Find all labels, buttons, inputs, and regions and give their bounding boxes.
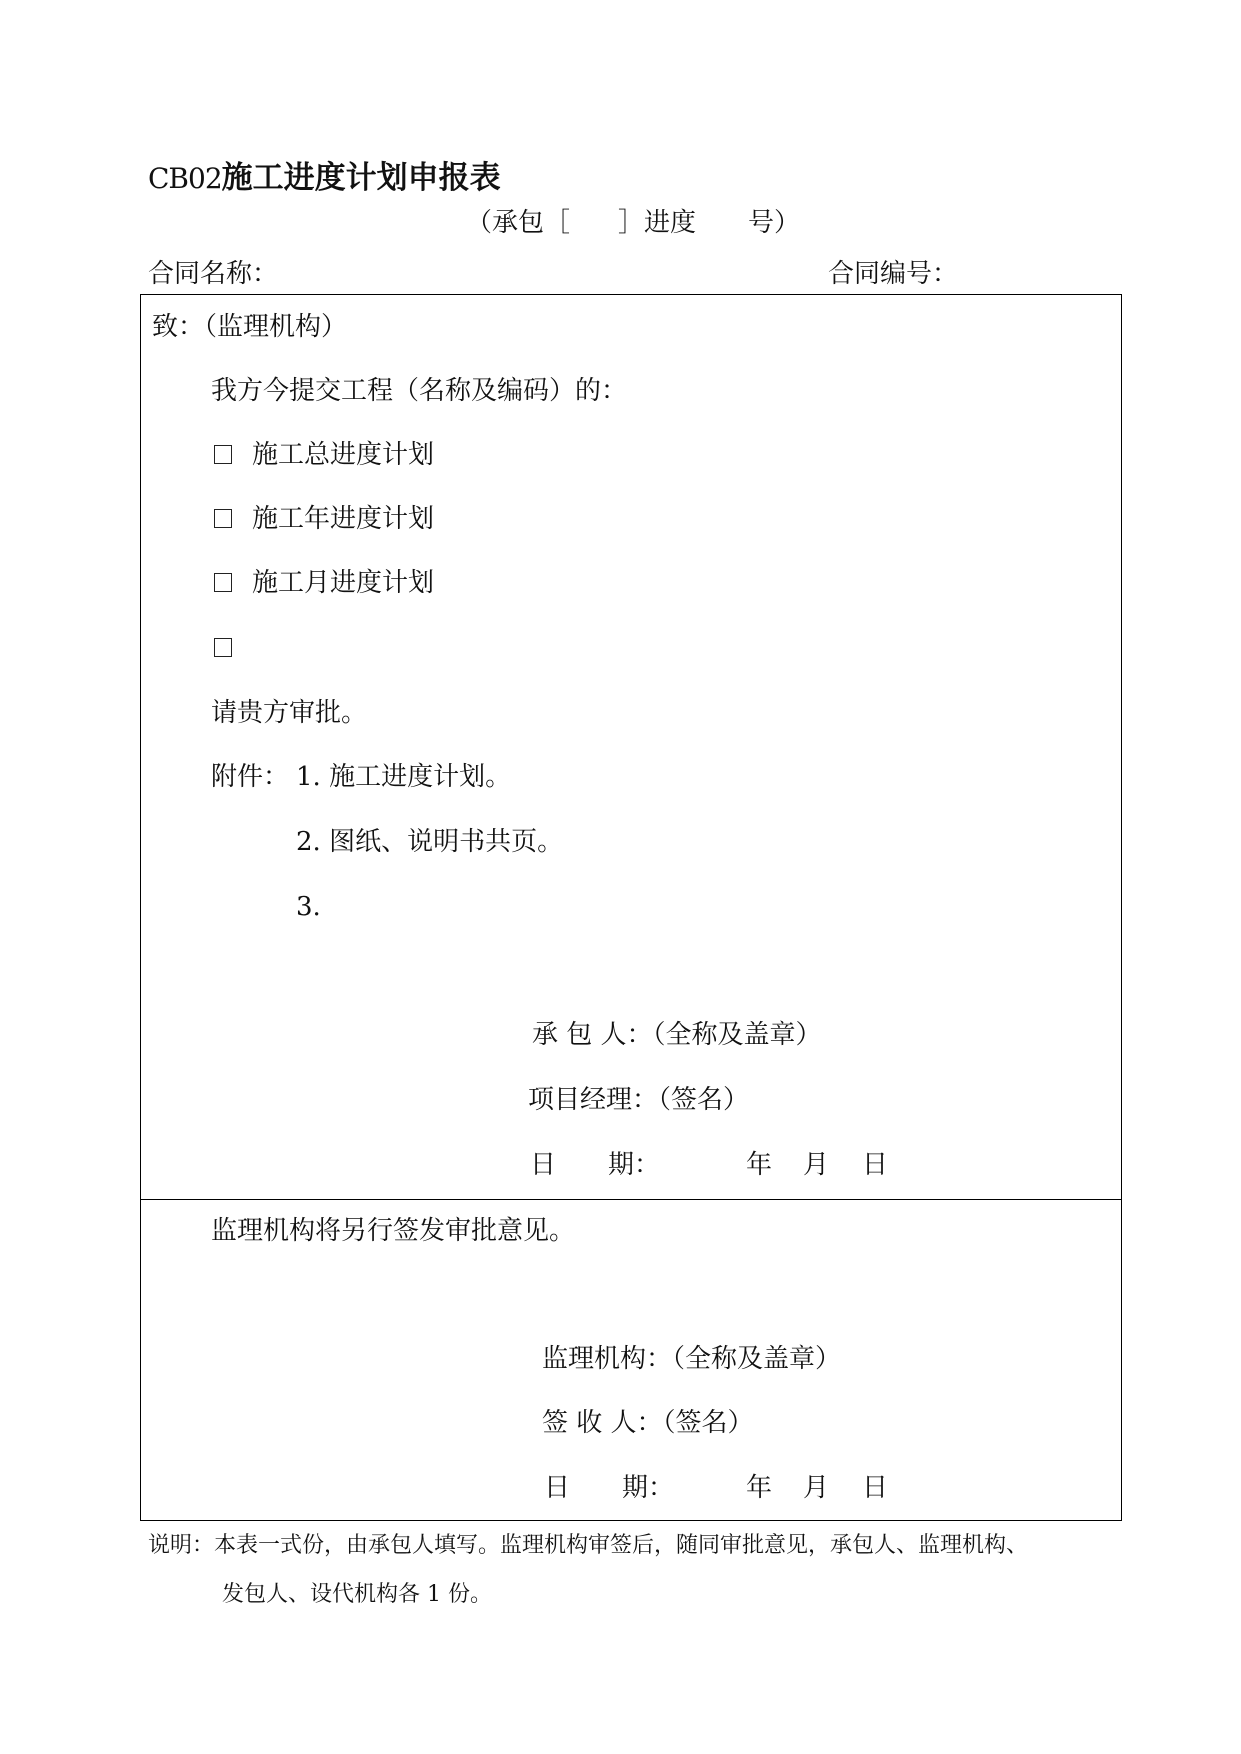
submission-section (140, 294, 1122, 1200)
contractor-signature-label: 承 包 人：（全称及盖章） (532, 1020, 822, 1050)
form-subtitle-right: 号） (748, 208, 801, 238)
attachment-item-1: 1. 施工进度计划。 (296, 762, 512, 792)
supervision-date-label: 日 期： (544, 1473, 675, 1503)
submission-date-label: 日 期： (530, 1150, 661, 1180)
addressee: 致：（监理机构） (152, 312, 348, 342)
option-label-monthly: 施工月进度计划 (252, 568, 435, 598)
supervision-date-day: 日 (862, 1473, 889, 1503)
supervision-org-label: 监理机构：（全称及盖章） (542, 1344, 842, 1374)
option-label-overall: 施工总进度计划 (252, 440, 435, 470)
footer-note-line-1: 说明：本表一式份，由承包人填写。监理机构审签后，随同审批意见，承包人、监理机构、 (148, 1533, 1029, 1558)
page-title: 施工进度计划申报表 (221, 160, 501, 196)
submission-date-month: 月 (803, 1150, 830, 1180)
supervision-date-month: 月 (803, 1473, 830, 1503)
contract-no-label: 合同编号： (828, 259, 959, 289)
submission-date-year: 年 (746, 1150, 773, 1180)
form-title (148, 152, 501, 197)
project-manager-label: 项目经理：（签名） (528, 1085, 750, 1115)
form-subtitle-mid: ］进度 (618, 208, 697, 238)
option-checkbox-monthly[interactable] (214, 573, 232, 592)
attachments-label: 附件： (211, 762, 290, 792)
supervision-date-year: 年 (746, 1473, 773, 1503)
submission-date-day: 日 (862, 1150, 889, 1180)
attachment-item-3: 3. (296, 892, 321, 922)
contract-name-label: 合同名称： (148, 259, 279, 289)
option-checkbox-annual[interactable] (214, 509, 232, 528)
supervision-statement: 监理机构将另行签发审批意见。 (211, 1216, 576, 1246)
form-code: CB02 (148, 162, 222, 195)
submission-intro: 我方今提交工程（名称及编码）的： (211, 376, 628, 406)
attachment-item-2: 2. 图纸、说明书共页。 (296, 827, 564, 857)
option-checkbox-other[interactable] (214, 638, 232, 657)
option-label-annual: 施工年进度计划 (252, 504, 435, 534)
option-checkbox-overall[interactable] (214, 445, 232, 464)
footer-note-line-2: 发包人、设代机构各 1 份。 (222, 1582, 492, 1607)
form-subtitle-left: （承包［ (466, 208, 571, 238)
receiver-signature-label: 签 收 人：（签名） (542, 1408, 754, 1438)
approval-request: 请贵方审批。 (211, 698, 368, 728)
